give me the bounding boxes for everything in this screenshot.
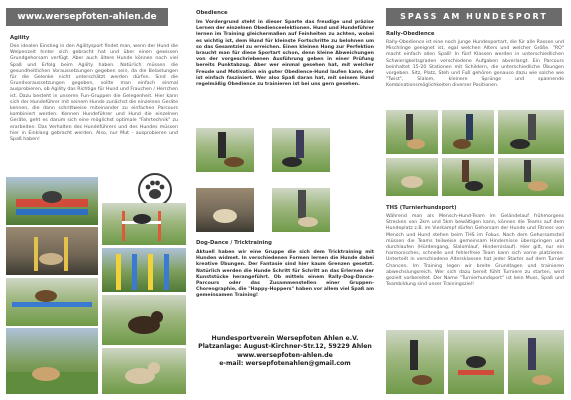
ths-photo-2 [448, 330, 504, 394]
agility-photo-3 [6, 278, 98, 326]
rally-photo-5 [442, 158, 494, 196]
club-website-link[interactable]: www.wersepfoten-ahlen.de [237, 351, 333, 359]
agility-photo-5-art [102, 203, 186, 245]
middle-column [190, 0, 380, 400]
contact-block [196, 335, 374, 368]
obedience-photo-3 [196, 188, 254, 232]
ths-photo-3-art [508, 330, 564, 394]
rally-photo-2 [442, 110, 494, 154]
rally-photo-6-art [498, 158, 564, 196]
rally-photo-6 [498, 158, 564, 196]
ths-photo-1-art [386, 330, 444, 394]
right-column [380, 0, 571, 400]
dogdance-heading: Dog-Dance / Tricktraining [196, 240, 272, 246]
agility-photo-6 [102, 248, 186, 292]
dogdance-text: Aktuell haben wir eine Gruppe die sich dem Tricktraining mit Hunden widmet. In verschiedenen Formen lernen die Hunde dabei kreative Übungen. Der Fantasie sind hier kaum Grenzen gesetzt. Natürlich werden die Hunde Schritt für Schritt an das Erlernen der Kunststücke herangeführt. Ob mittels einem Rally-Dog-Dance-Parcours oder das Zusammenstellen einer Gruppen-Choreographie, die "Happy-Hoppers" haben vor allem viel Spaß am gemeinsamen Training! [196, 250, 374, 299]
rally-photo-4-art [386, 158, 438, 196]
ths-text: Während man als Mensch-Hund-Team im Geländelauf frühmorgens Strecken von 2km und 5km bewältigen kann, können die Teams auf dem Hundeplatz z.B. im Vierkampf dürfen Gehorsam der Hunde und Fitness von Mensch und Hund stehen beim THS im Fokus. Nach dem Gehorsamsteil müssen die Teams teilweise gemeinsam Hindernisse überspringen und durchlaufen (Hürdengang, Slalomlauf, Hindernislauf). Hier gilt, nur ein harmonisches, schnelle und fehlerfreie Team kann sich vorne platzieren. Unterteilt in verschiedene Altersklassen hat jeder Starter auf dem Turnier Chancen. Im Training legen wir breite Grundlagen und trainieren abwechslungsreich. Wer sich dazu bereit fühlt Turniere zu starten, wird gezielt vorbereitet. Der Name "Turnierhundsport" ist kein Muss, Spaß und Teambildung sind unser Trainingsziel! [386, 214, 564, 288]
agility-photo-7-art [102, 295, 186, 345]
rally-photo-3 [498, 110, 564, 154]
obedience-photo-3-art [196, 188, 254, 232]
agility-photo-5 [102, 203, 186, 245]
agility-photo-3-art [6, 278, 98, 326]
agility-photo-4-art [6, 328, 98, 394]
obedience-photo-1-art [196, 128, 254, 172]
rally-photo-4 [386, 158, 438, 196]
agility-text: Den idealen Einstieg in den Agilitysport findet man, wenn der Hund die Welpenzeit hinter sich gebracht hat und über einen gewissen Grundgehorsam verfügt. Aber auch ältere Hunde können noch viel Spaß und Erfolg beim Agility haben. Natürlich müssen die gesundheitlichen Voraussetzungen gegeben sein, da die Belastungen für die Gelenke nicht unterschätzt werden dürfen. Sind die Grundvoraussetzungen gegeben, sollte man einfach einmal ausprobieren, ob Agility das Richtige für Hund und Frauchen / Herrchen ist. Dazu besteht in unseren Fun-Gruppen die Gelegenheit. Hier kann sich der Hundeführer mit seinem Hunde zunächst die einzelnen Geräte kennen, die dann schrittweise miteinander zu einfachen Parcours kombiniert werden. Kennen Hundeführer und Hund die einzelnen Geräte, geht es darum sich eine möglichst optimale "Fahrtechnik" zu erarbeiten. Das Verhalten des Hundeführers und des Hundes müssen hier in Einklang gebracht werden. Also, nur Mut - ausprobieren und Spaß haben! [10, 44, 178, 143]
obedience-photo-4 [272, 188, 330, 232]
obedience-photo-1 [196, 128, 254, 172]
rally-photo-3-art [498, 110, 564, 154]
agility-heading: Agility [10, 35, 30, 41]
ths-photo-2-art [448, 330, 504, 394]
agility-photo-8-art [102, 348, 186, 394]
agility-photo-1-art [6, 177, 98, 225]
agility-photo-7 [102, 295, 186, 345]
obedience-heading: Obedience [196, 10, 228, 16]
site-title: www.wersepfoten-ahlen.de [6, 8, 168, 26]
agility-photo-1 [6, 177, 98, 225]
paw-icon [138, 173, 172, 207]
rally-photo-5-art [442, 158, 494, 196]
ths-photo-1 [386, 330, 444, 394]
club-email-link[interactable]: e-mail: wersepfotenahlen@gmail.com [219, 359, 351, 367]
obedience-text: Im Vordergrund steht in dieser Sparte das freudige und präzise Lernen der einzelnen Obedienceelektionen. Hund und Hundeführer lernen im Training gleichermaßen auf Feinheiten zu achten, wobei es wichtig ist, dem Hund für kleinste Fortschritte zu belohnen um so das Gesamtziel zu erreichen. Einen kleinen Hang zur Perfektion braucht man für diese Sportart schon, denn kleine Abweichungen von der vorgeschriebenen Ausführung geben in einer Prüfung bereits Punktabzug. Aber wer einmal gesehen hat, mit welcher Freude und Motivation ein guter Obedience-Hund laufen kann, der ist einfach fasziniert. Wer also Spaß daran hat, mit seinem Hund regelmäßig Obedience zu trainieren ist bei uns gern gesehen. [196, 20, 374, 88]
left-column [0, 0, 190, 400]
rally-heading: Rally-Obedience [386, 31, 435, 37]
club-name: Hundesportverein Wersepfoten Ahlen e.V. [211, 335, 359, 342]
banner-title: SPASS AM HUNDESPORT [386, 8, 562, 26]
agility-photo-2 [6, 227, 98, 275]
obedience-photo-2 [272, 128, 330, 172]
rally-text: Rally-Obedience ist eine noch junge Hundesportart, die für alle Rassen und Mischlinge geeignet ist, egal welchen Alters und welcher Größe. "RO" macht einfach allen Spaß! In fünf Klassen werden in unterschiedlichen Schwierigkeitsgraden verschiedene Aufgaben abverlangt. Ein Parcours beinhaltet 15-20 Stationen mit Schildern, die unterschiedliche Übungen vorgeben. Sitz, Platz, Steh und Fuß gehören genauso dazu wie solche wie "Twist", Slalom, kleinere Sprünge und spannende Kombinationsmöglichkeiten diverser Positionen. [386, 40, 564, 89]
rally-photo-1 [386, 110, 438, 154]
ths-heading: THS (Turnierhundsport) [386, 205, 457, 211]
rally-photo-2-art [442, 110, 494, 154]
rally-photo-1-art [386, 110, 438, 154]
ths-photo-3 [508, 330, 564, 394]
club-address: Platzanlage: August-Kirchner-Str.12, 59229 Ahlen [198, 343, 372, 351]
agility-photo-8 [102, 348, 186, 394]
agility-photo-2-art [6, 227, 98, 275]
obedience-photo-2-art [272, 128, 330, 172]
agility-photo-4 [6, 328, 98, 394]
obedience-photo-4-art [272, 188, 330, 232]
agility-photo-6-art [102, 248, 186, 292]
